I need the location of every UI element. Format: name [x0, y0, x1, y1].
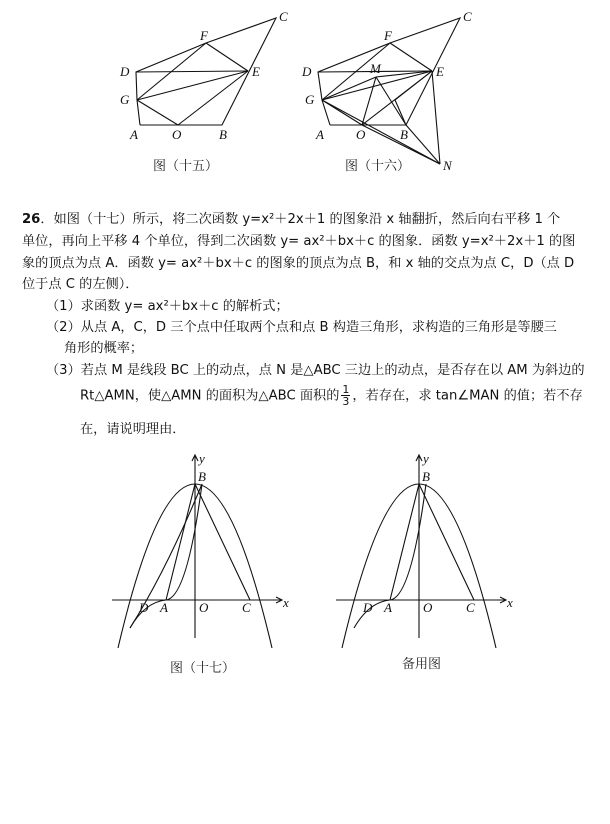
fig16-label-D: D — [302, 64, 312, 79]
fig17-label-B: B — [198, 469, 206, 484]
stem-line-4: 位于点 C 的左侧）． — [22, 277, 139, 292]
fig17-label-O: O — [199, 600, 209, 615]
fig16-label-N: N — [443, 158, 452, 173]
part-3-line-3: 在，请说明理由． — [80, 422, 186, 437]
backup-label-x: x — [507, 595, 513, 610]
figure-15-caption: 图（十五） — [153, 159, 219, 174]
part-2-line-2: 角形的概率； — [64, 341, 144, 356]
fig17-label-x: x — [283, 595, 289, 610]
fig15-label-C: C — [279, 9, 288, 24]
fig15-label-O: O — [172, 127, 182, 142]
backup-label-A: A — [384, 600, 392, 615]
fig15-label-B: B — [219, 127, 227, 142]
fig16-label-F: F — [384, 28, 392, 43]
part-3-line-2b: ，若存在，求 tan∠MAN 的值；若不存 — [352, 388, 583, 404]
backup-label-y: y — [423, 451, 429, 466]
fig15-label-F: F — [200, 28, 208, 43]
fig16-label-A: A — [316, 127, 324, 142]
backup-label-O: O — [423, 600, 433, 615]
backup-label-D: D — [363, 600, 373, 615]
fig16-label-O: O — [356, 127, 366, 142]
fig16-label-M: M — [370, 61, 381, 76]
question-number: 26 — [22, 212, 41, 227]
part-2-line-1: （2）从点 A，C，D 三个点中任取两个点和点 B 构造三角形，求构造的三角形是等腰三 — [46, 320, 557, 335]
part-1: （1）求函数 y= ax²＋bx＋c 的解析式； — [46, 299, 289, 314]
fig17-label-y: y — [199, 451, 205, 466]
fig17-label-D: D — [139, 600, 149, 615]
backup-label-C: C — [466, 600, 475, 615]
fig17-label-A: A — [160, 600, 168, 615]
stem-line-2: 单位，再向上平移 4 个单位，得到二次函数 y= ax²＋bx＋c 的图象．函数 y=x²＋2x＋1 的图 — [22, 234, 576, 249]
backup-figure-caption: 备用图 — [402, 657, 442, 672]
fig15-label-D: D — [120, 64, 130, 79]
figure-16-caption: 图（十六） — [345, 159, 411, 174]
fig16-label-B: B — [400, 127, 408, 142]
stem-line-3: 象的顶点为点 A．函数 y= ax²＋bx＋c 的图象的顶点为点 B，和 x 轴的交点为点 C，D（点 D — [22, 256, 575, 271]
fraction-numerator: 1 — [342, 383, 350, 396]
fig15-label-A: A — [130, 127, 138, 142]
fig16-label-C: C — [463, 9, 472, 24]
backup-label-B: B — [422, 469, 430, 484]
fig15-label-G: G — [120, 92, 130, 107]
part-3-line-1: （3）若点 M 是线段 BC 上的动点，点 N 是△ABC 三边上的动点，是否存在以 AM 为斜边的 — [46, 363, 585, 378]
part-3-line-2a: Rt△AMN，使△AMN 的面积为△ABC 面积的 — [80, 388, 340, 404]
fig15-label-E: E — [252, 64, 260, 79]
figure-17-caption: 图（十七） — [170, 661, 236, 676]
stem-line-1: ．如图（十七）所示，将二次函数 y=x²＋2x＋1 的图象沿 x 轴翻折，然后向右平移 1 个 — [40, 212, 561, 227]
fig16-label-G: G — [305, 92, 315, 107]
fig17-label-C: C — [242, 600, 251, 615]
fraction-denominator: 3 — [342, 395, 350, 408]
fig16-label-E: E — [436, 64, 444, 79]
